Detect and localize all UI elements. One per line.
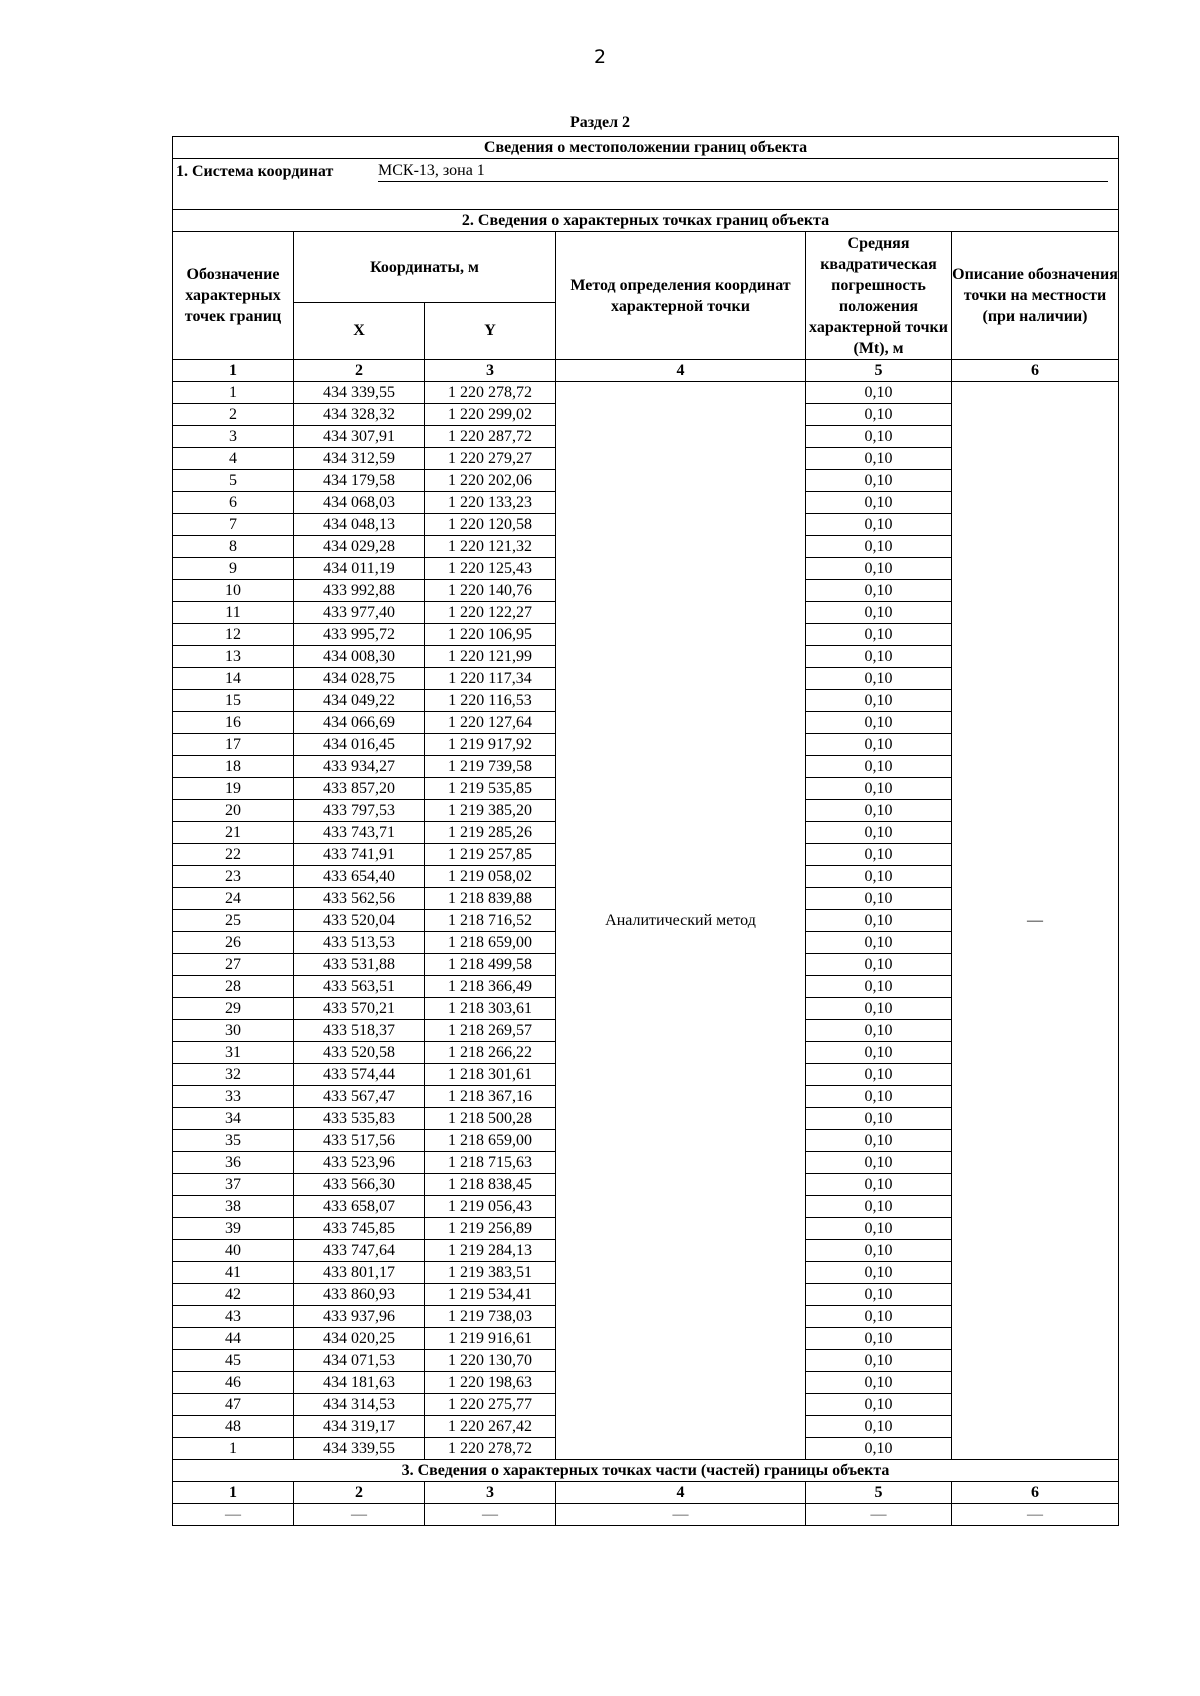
header-method: Метод определения координат характерной точки xyxy=(556,232,806,360)
column-number: 1 xyxy=(173,360,294,382)
point-number: 40 xyxy=(173,1240,294,1262)
point-error: 0,10 xyxy=(806,1394,952,1416)
point-error: 0,10 xyxy=(806,492,952,514)
point-error: 0,10 xyxy=(806,1086,952,1108)
point-x: 434 068,03 xyxy=(294,492,425,514)
point-x: 433 937,96 xyxy=(294,1306,425,1328)
point-x: 433 523,96 xyxy=(294,1152,425,1174)
table-title: Сведения о местоположении границ объекта xyxy=(173,137,1119,159)
point-x: 434 312,59 xyxy=(294,448,425,470)
section-title: Раздел 2 xyxy=(569,114,631,131)
point-x: 433 797,53 xyxy=(294,800,425,822)
point-number: 1 xyxy=(173,1438,294,1460)
parts-section-title: 3. Сведения о характерных точках части (частей) границы объекта xyxy=(173,1460,1119,1482)
point-number: 28 xyxy=(173,976,294,998)
point-y: 1 220 127,64 xyxy=(425,712,556,734)
point-x: 434 319,17 xyxy=(294,1416,425,1438)
point-x: 433 934,27 xyxy=(294,756,425,778)
point-number: 43 xyxy=(173,1306,294,1328)
point-error: 0,10 xyxy=(806,690,952,712)
point-y: 1 219 739,58 xyxy=(425,756,556,778)
point-error: 0,10 xyxy=(806,602,952,624)
point-y: 1 219 916,61 xyxy=(425,1328,556,1350)
point-y: 1 219 256,89 xyxy=(425,1218,556,1240)
point-x: 434 307,91 xyxy=(294,426,425,448)
point-number: 9 xyxy=(173,558,294,580)
point-y: 1 218 266,22 xyxy=(425,1042,556,1064)
point-error: 0,10 xyxy=(806,910,952,932)
point-y: 1 218 839,88 xyxy=(425,888,556,910)
point-number: 46 xyxy=(173,1372,294,1394)
point-number: 39 xyxy=(173,1218,294,1240)
point-error: 0,10 xyxy=(806,404,952,426)
point-y: 1 219 383,51 xyxy=(425,1262,556,1284)
point-y: 1 220 116,53 xyxy=(425,690,556,712)
coord-system-label: 1. Система координат xyxy=(176,163,334,180)
header-coords: Координаты, м xyxy=(294,232,556,303)
point-x: 434 179,58 xyxy=(294,470,425,492)
point-x: 433 570,21 xyxy=(294,998,425,1020)
point-number: 18 xyxy=(173,756,294,778)
point-y: 1 220 130,70 xyxy=(425,1350,556,1372)
point-y: 1 218 838,45 xyxy=(425,1174,556,1196)
point-x: 433 658,07 xyxy=(294,1196,425,1218)
point-number: 38 xyxy=(173,1196,294,1218)
point-y: 1 218 303,61 xyxy=(425,998,556,1020)
point-y: 1 220 140,76 xyxy=(425,580,556,602)
header-y: Y xyxy=(425,303,556,360)
point-error: 0,10 xyxy=(806,734,952,756)
point-y: 1 219 917,92 xyxy=(425,734,556,756)
point-y: 1 220 121,99 xyxy=(425,646,556,668)
point-error: 0,10 xyxy=(806,448,952,470)
point-error: 0,10 xyxy=(806,1152,952,1174)
point-number: 26 xyxy=(173,932,294,954)
point-x: 434 016,45 xyxy=(294,734,425,756)
point-error: 0,10 xyxy=(806,844,952,866)
point-x: 434 008,30 xyxy=(294,646,425,668)
point-number: 23 xyxy=(173,866,294,888)
points-section-title: 2. Сведения о характерных точках границ объекта xyxy=(173,210,1119,232)
point-x: 433 977,40 xyxy=(294,602,425,624)
point-y: 1 219 257,85 xyxy=(425,844,556,866)
point-y: 1 219 284,13 xyxy=(425,1240,556,1262)
point-number: 35 xyxy=(173,1130,294,1152)
point-error: 0,10 xyxy=(806,1306,952,1328)
point-error: 0,10 xyxy=(806,866,952,888)
point-number: 16 xyxy=(173,712,294,734)
point-x: 433 520,04 xyxy=(294,910,425,932)
point-number: 44 xyxy=(173,1328,294,1350)
point-number: 6 xyxy=(173,492,294,514)
point-number: 21 xyxy=(173,822,294,844)
point-number: 3 xyxy=(173,426,294,448)
method-cell: Аналитический метод xyxy=(556,382,806,1460)
point-number: 5 xyxy=(173,470,294,492)
point-error: 0,10 xyxy=(806,382,952,404)
column-number: 6 xyxy=(952,360,1119,382)
point-error: 0,10 xyxy=(806,1174,952,1196)
point-x: 434 048,13 xyxy=(294,514,425,536)
point-x: 434 020,25 xyxy=(294,1328,425,1350)
point-y: 1 218 659,00 xyxy=(425,932,556,954)
point-x: 433 535,83 xyxy=(294,1108,425,1130)
point-y: 1 219 738,03 xyxy=(425,1306,556,1328)
point-x: 433 801,17 xyxy=(294,1262,425,1284)
point-x: 433 531,88 xyxy=(294,954,425,976)
point-x: 434 011,19 xyxy=(294,558,425,580)
point-y: 1 220 120,58 xyxy=(425,514,556,536)
point-error: 0,10 xyxy=(806,1020,952,1042)
point-number: 34 xyxy=(173,1108,294,1130)
header-point-name: Обозначение характерных точек границ xyxy=(173,232,294,360)
point-number: 4 xyxy=(173,448,294,470)
point-y: 1 218 366,49 xyxy=(425,976,556,998)
point-number: 8 xyxy=(173,536,294,558)
point-x: 433 518,37 xyxy=(294,1020,425,1042)
parts-column-number: 1 xyxy=(173,1482,294,1504)
point-number: 19 xyxy=(173,778,294,800)
point-number: 12 xyxy=(173,624,294,646)
point-x: 433 745,85 xyxy=(294,1218,425,1240)
point-y: 1 218 659,00 xyxy=(425,1130,556,1152)
point-number: 24 xyxy=(173,888,294,910)
point-y: 1 219 285,26 xyxy=(425,822,556,844)
boundary-table xyxy=(172,136,1119,1526)
point-x: 434 066,69 xyxy=(294,712,425,734)
point-number: 37 xyxy=(173,1174,294,1196)
point-number: 25 xyxy=(173,910,294,932)
point-x: 434 339,55 xyxy=(294,1438,425,1460)
point-error: 0,10 xyxy=(806,1416,952,1438)
point-x: 434 339,55 xyxy=(294,382,425,404)
point-y: 1 220 299,02 xyxy=(425,404,556,426)
point-x: 433 654,40 xyxy=(294,866,425,888)
point-number: 41 xyxy=(173,1262,294,1284)
point-error: 0,10 xyxy=(806,1240,952,1262)
point-error: 0,10 xyxy=(806,712,952,734)
point-error: 0,10 xyxy=(806,778,952,800)
point-y: 1 218 499,58 xyxy=(425,954,556,976)
point-number: 1 xyxy=(173,382,294,404)
point-x: 433 567,47 xyxy=(294,1086,425,1108)
point-error: 0,10 xyxy=(806,1438,952,1460)
point-number: 17 xyxy=(173,734,294,756)
point-error: 0,10 xyxy=(806,514,952,536)
point-error: 0,10 xyxy=(806,580,952,602)
point-error: 0,10 xyxy=(806,1196,952,1218)
point-y: 1 218 269,57 xyxy=(425,1020,556,1042)
point-number: 31 xyxy=(173,1042,294,1064)
point-y: 1 220 106,95 xyxy=(425,624,556,646)
parts-cell: — xyxy=(952,1504,1119,1526)
point-error: 0,10 xyxy=(806,954,952,976)
header-description: Описание обозначения точки на местности (при наличии) xyxy=(952,232,1119,360)
point-error: 0,10 xyxy=(806,1218,952,1240)
point-x: 434 028,75 xyxy=(294,668,425,690)
point-error: 0,10 xyxy=(806,1262,952,1284)
column-number: 3 xyxy=(425,360,556,382)
point-number: 47 xyxy=(173,1394,294,1416)
parts-column-number: 5 xyxy=(806,1482,952,1504)
point-y: 1 220 202,06 xyxy=(425,470,556,492)
parts-cell: — xyxy=(806,1504,952,1526)
point-number: 29 xyxy=(173,998,294,1020)
coord-system-value: МСК-13, зона 1 xyxy=(378,162,1108,182)
point-number: 27 xyxy=(173,954,294,976)
coord-system-row xyxy=(173,159,1119,210)
point-error: 0,10 xyxy=(806,1130,952,1152)
point-error: 0,10 xyxy=(806,1372,952,1394)
point-x: 434 029,28 xyxy=(294,536,425,558)
point-error: 0,10 xyxy=(806,470,952,492)
point-y: 1 219 056,43 xyxy=(425,1196,556,1218)
point-y: 1 218 716,52 xyxy=(425,910,556,932)
point-y: 1 218 500,28 xyxy=(425,1108,556,1130)
point-x: 433 562,56 xyxy=(294,888,425,910)
point-error: 0,10 xyxy=(806,646,952,668)
point-y: 1 220 125,43 xyxy=(425,558,556,580)
page-number: 2 xyxy=(593,46,607,68)
point-x: 433 563,51 xyxy=(294,976,425,998)
point-number: 33 xyxy=(173,1086,294,1108)
point-x: 433 566,30 xyxy=(294,1174,425,1196)
column-number: 4 xyxy=(556,360,806,382)
point-number: 7 xyxy=(173,514,294,536)
point-y: 1 220 275,77 xyxy=(425,1394,556,1416)
point-number: 15 xyxy=(173,690,294,712)
point-y: 1 220 278,72 xyxy=(425,382,556,404)
point-error: 0,10 xyxy=(806,888,952,910)
parts-column-number: 6 xyxy=(952,1482,1119,1504)
header-x: X xyxy=(294,303,425,360)
point-number: 14 xyxy=(173,668,294,690)
table-row xyxy=(173,382,1119,404)
point-x: 434 314,53 xyxy=(294,1394,425,1416)
point-number: 48 xyxy=(173,1416,294,1438)
parts-cell: — xyxy=(294,1504,425,1526)
point-error: 0,10 xyxy=(806,1350,952,1372)
parts-cell: — xyxy=(173,1504,294,1526)
point-y: 1 218 301,61 xyxy=(425,1064,556,1086)
point-y: 1 220 267,42 xyxy=(425,1416,556,1438)
description-cell: — xyxy=(952,382,1119,1460)
point-x: 433 574,44 xyxy=(294,1064,425,1086)
point-error: 0,10 xyxy=(806,822,952,844)
point-x: 433 857,20 xyxy=(294,778,425,800)
point-error: 0,10 xyxy=(806,1284,952,1306)
point-error: 0,10 xyxy=(806,932,952,954)
point-error: 0,10 xyxy=(806,426,952,448)
point-x: 434 181,63 xyxy=(294,1372,425,1394)
point-x: 433 520,58 xyxy=(294,1042,425,1064)
point-number: 10 xyxy=(173,580,294,602)
point-number: 45 xyxy=(173,1350,294,1372)
point-number: 22 xyxy=(173,844,294,866)
column-number: 5 xyxy=(806,360,952,382)
point-x: 433 513,53 xyxy=(294,932,425,954)
point-number: 30 xyxy=(173,1020,294,1042)
point-number: 11 xyxy=(173,602,294,624)
point-error: 0,10 xyxy=(806,756,952,778)
parts-column-number: 3 xyxy=(425,1482,556,1504)
point-y: 1 220 121,32 xyxy=(425,536,556,558)
point-x: 433 860,93 xyxy=(294,1284,425,1306)
point-error: 0,10 xyxy=(806,558,952,580)
point-y: 1 218 367,16 xyxy=(425,1086,556,1108)
point-y: 1 219 058,02 xyxy=(425,866,556,888)
point-error: 0,10 xyxy=(806,668,952,690)
point-error: 0,10 xyxy=(806,800,952,822)
point-y: 1 219 385,20 xyxy=(425,800,556,822)
point-y: 1 220 133,23 xyxy=(425,492,556,514)
point-y: 1 220 198,63 xyxy=(425,1372,556,1394)
point-error: 0,10 xyxy=(806,976,952,998)
point-number: 42 xyxy=(173,1284,294,1306)
point-y: 1 220 278,72 xyxy=(425,1438,556,1460)
point-y: 1 218 715,63 xyxy=(425,1152,556,1174)
point-y: 1 219 535,85 xyxy=(425,778,556,800)
column-number: 2 xyxy=(294,360,425,382)
point-x: 434 328,32 xyxy=(294,404,425,426)
point-x: 433 995,72 xyxy=(294,624,425,646)
point-x: 433 992,88 xyxy=(294,580,425,602)
point-y: 1 220 122,27 xyxy=(425,602,556,624)
point-x: 433 747,64 xyxy=(294,1240,425,1262)
point-x: 434 049,22 xyxy=(294,690,425,712)
point-x: 433 517,56 xyxy=(294,1130,425,1152)
point-number: 20 xyxy=(173,800,294,822)
point-y: 1 220 117,34 xyxy=(425,668,556,690)
point-y: 1 219 534,41 xyxy=(425,1284,556,1306)
point-number: 32 xyxy=(173,1064,294,1086)
point-error: 0,10 xyxy=(806,1064,952,1086)
point-error: 0,10 xyxy=(806,536,952,558)
point-error: 0,10 xyxy=(806,998,952,1020)
point-error: 0,10 xyxy=(806,1042,952,1064)
point-error: 0,10 xyxy=(806,1328,952,1350)
point-y: 1 220 279,27 xyxy=(425,448,556,470)
header-error: Средняя квадратическая погрешность положения характерной точки (Mt), м xyxy=(806,232,952,360)
point-number: 36 xyxy=(173,1152,294,1174)
point-error: 0,10 xyxy=(806,1108,952,1130)
parts-column-number: 4 xyxy=(556,1482,806,1504)
point-number: 13 xyxy=(173,646,294,668)
parts-cell: — xyxy=(425,1504,556,1526)
parts-cell: — xyxy=(556,1504,806,1526)
point-x: 433 741,91 xyxy=(294,844,425,866)
point-number: 2 xyxy=(173,404,294,426)
point-error: 0,10 xyxy=(806,624,952,646)
point-y: 1 220 287,72 xyxy=(425,426,556,448)
parts-column-number: 2 xyxy=(294,1482,425,1504)
point-x: 434 071,53 xyxy=(294,1350,425,1372)
point-x: 433 743,71 xyxy=(294,822,425,844)
